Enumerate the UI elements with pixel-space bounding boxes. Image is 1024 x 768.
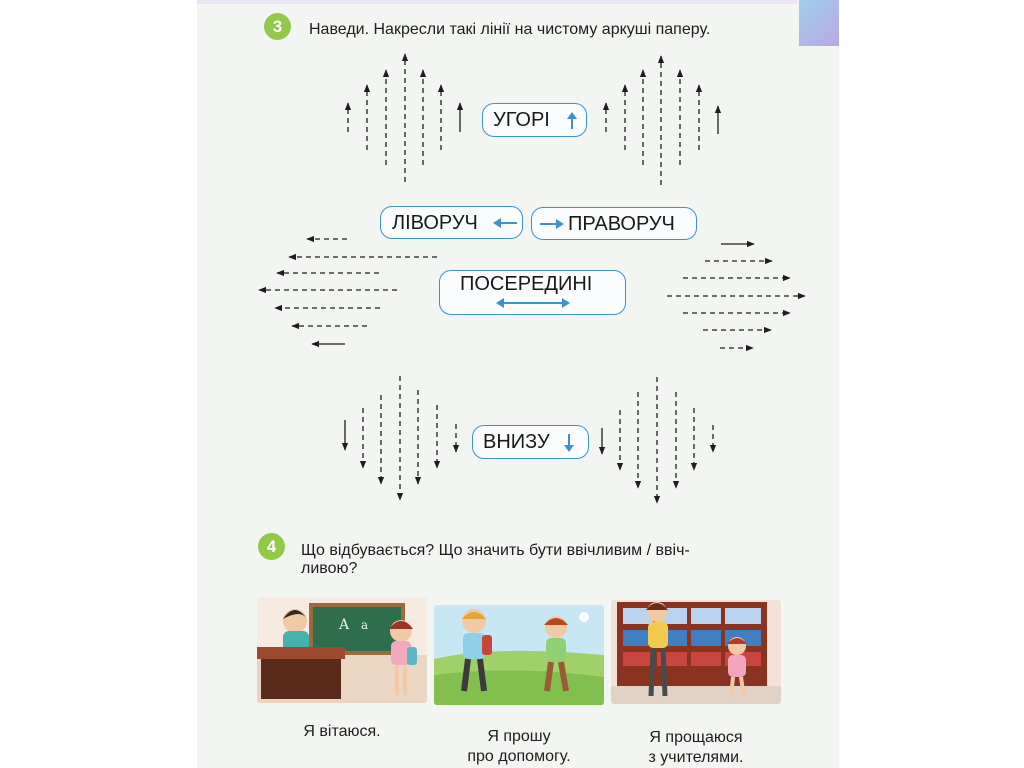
asking-help-illustration (434, 605, 604, 705)
arrow-up-icon (567, 112, 577, 130)
goodbye-scene (611, 600, 781, 704)
asking-help-scene (434, 605, 604, 705)
task-4-number-badge: 4 (258, 533, 285, 560)
svg-text:A: A (339, 617, 350, 633)
arrow-left-right-icon (496, 298, 570, 308)
caption-goodbye-line-1: Я прощаюся (649, 729, 743, 746)
up-label-text: УГОРІ (493, 109, 550, 131)
task-4-question-line-1: Що відбувається? Що значить бути ввічливим / ввіч- (301, 542, 690, 559)
left-label-text: ЛІВОРУЧ (392, 212, 478, 234)
down-label-text: ВНИЗУ (483, 431, 550, 453)
caption-asking-help-line-1: Я прошу (487, 728, 551, 745)
down-label (472, 425, 589, 459)
right-label-text: ПРАВОРУЧ (568, 213, 675, 235)
goodbye-illustration (611, 600, 781, 704)
svg-text:a: a (361, 618, 369, 632)
caption-goodbye (611, 728, 781, 768)
caption-goodbye-line-2: з учителями. (648, 749, 744, 766)
workbook-page (197, 0, 839, 768)
task-3-instruction: Наведи. Накресли такі лінії на чистому аркуші паперу. (309, 21, 711, 38)
caption-asking-help-line-2: про допомогу. (467, 748, 571, 765)
caption-greeting-line-1: Я вітаюся. (303, 723, 381, 740)
right-label (531, 207, 697, 240)
arrow-left-icon (493, 218, 517, 228)
task-3-number-badge: 3 (264, 13, 291, 40)
greeting-scene (257, 597, 427, 703)
task-4-question-line-2: ливою? (301, 560, 358, 577)
left-label (380, 206, 523, 239)
caption-asking-help (434, 727, 604, 767)
arrow-right-icon (540, 219, 564, 229)
greeting-illustration (257, 597, 427, 703)
middle-label (439, 270, 626, 315)
caption-greeting (257, 722, 427, 742)
up-label (482, 103, 587, 137)
arrow-down-icon (564, 434, 574, 452)
middle-label-text: ПОСЕРЕДИНІ (460, 273, 593, 295)
